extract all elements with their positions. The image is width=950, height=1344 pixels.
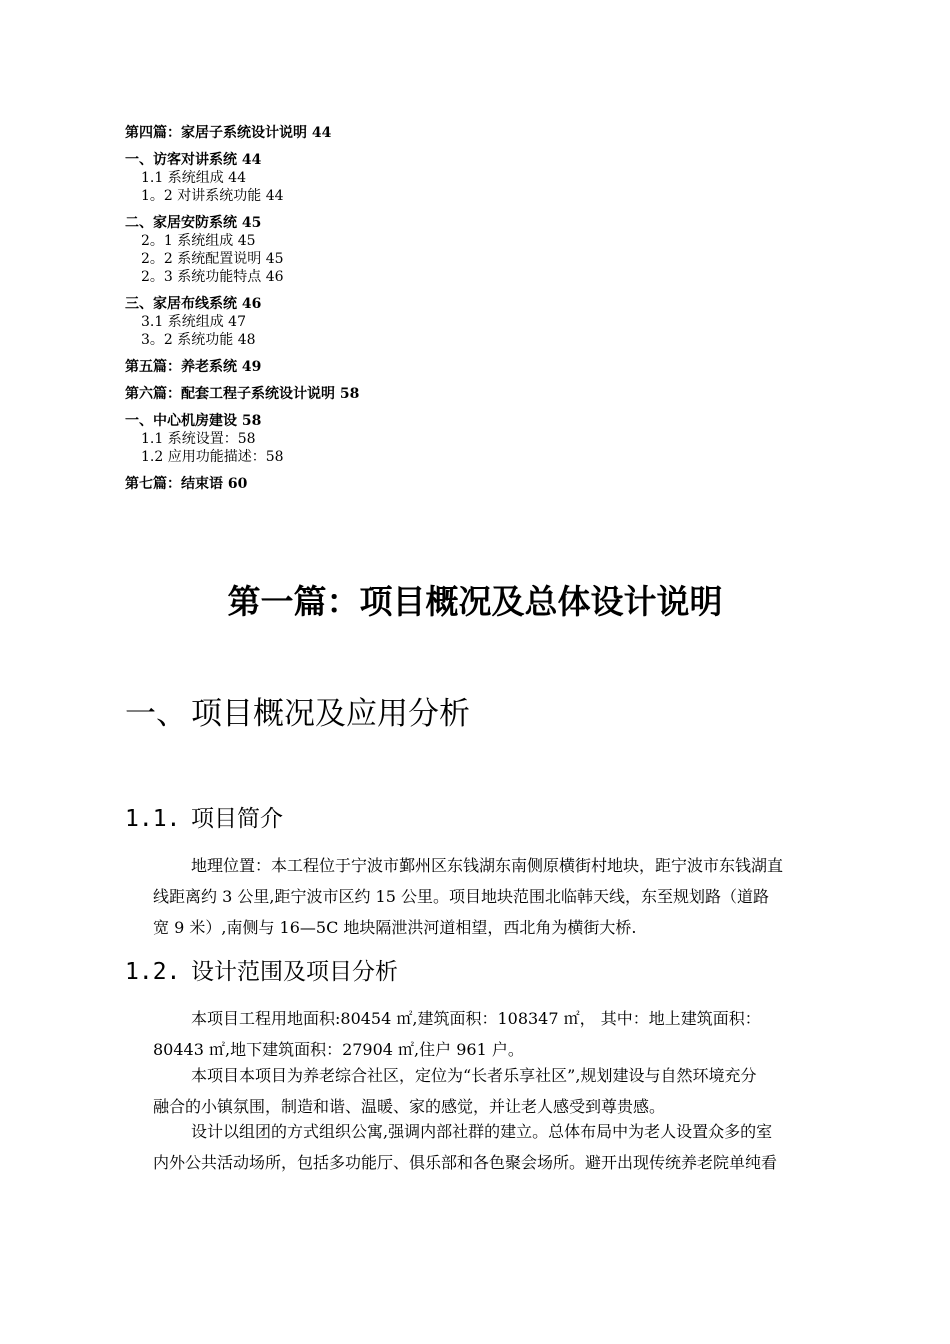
- paragraph-line: 地理位置：本工程位于宁波市鄞州区东钱湖东南侧原横街村地块，距宁波市东钱湖直: [191, 856, 784, 875]
- toc-entry[interactable]: 2。3 系统功能特点 46: [141, 269, 284, 285]
- paragraph-line: 80443 ㎡,地下建筑面积：27904 ㎡,住户 961 户。: [153, 1040, 524, 1059]
- toc-entry[interactable]: 1。2 对讲系统功能 44: [141, 188, 284, 204]
- toc-entry[interactable]: 1.2 应用功能描述：58: [141, 449, 284, 465]
- paragraph: [153, 1003, 813, 1065]
- toc-entry[interactable]: 1.1 系统设置：58: [141, 431, 256, 447]
- toc-entry[interactable]: 第四篇：家居子系统设计说明 44: [125, 125, 332, 141]
- toc-entry[interactable]: 二、家居安防系统 45: [125, 215, 262, 231]
- section-number: 1.2.: [125, 959, 181, 985]
- toc-entry[interactable]: 3.1 系统组成 47: [141, 314, 246, 330]
- paragraph-line: 线距离约 3 公里,距宁波市区约 15 公里。项目地块范围北临韩天线，东至规划路（道路: [153, 887, 769, 906]
- section-heading: [125, 957, 398, 987]
- paragraph: [153, 850, 813, 943]
- part-title: 第一篇：项目概况及总体设计说明: [227, 582, 723, 621]
- toc-entry[interactable]: 第六篇：配套工程子系统设计说明 58: [125, 386, 360, 402]
- chapter-title: 项目概况及应用分析: [191, 696, 470, 732]
- toc-entry[interactable]: 三、家居布线系统 46: [125, 296, 262, 312]
- toc-entry[interactable]: 第五篇：养老系统 49: [125, 359, 262, 375]
- chapter-number: 一、: [125, 696, 187, 732]
- toc-entry[interactable]: 2。2 系统配置说明 45: [141, 251, 284, 267]
- toc-entry[interactable]: 一、访客对讲系统 44: [125, 152, 262, 168]
- paragraph-line: 设计以组团的方式组织公寓,强调内部社群的建立。总体布局中为老人设置众多的室: [191, 1122, 773, 1141]
- section-title: 项目简介: [191, 806, 283, 832]
- paragraph-line: 内外公共活动场所，包括多功能厅、俱乐部和各色聚会场所。避开出现传统养老院单纯看: [153, 1153, 778, 1172]
- paragraph: [153, 1116, 813, 1178]
- table-of-contents: [125, 124, 825, 493]
- paragraph-line: 融合的小镇氛围，制造和谐、温暖、家的感觉，并让老人感受到尊贵感。: [153, 1097, 666, 1116]
- paragraph-line: 本项目工程用地面积:80454 ㎡,建筑面积：108347 ㎡， 其中：地上建筑面积：: [191, 1009, 761, 1028]
- toc-entry[interactable]: 一、中心机房建设 58: [125, 413, 262, 429]
- toc-entry[interactable]: 2。1 系统组成 45: [141, 233, 256, 249]
- toc-entry[interactable]: 1.1 系统组成 44: [141, 170, 246, 186]
- section-heading: [125, 804, 283, 834]
- chapter-heading: [125, 694, 470, 734]
- toc-entry[interactable]: 第七篇：结束语 60: [125, 476, 248, 492]
- paragraph: [153, 1060, 813, 1122]
- toc-entry[interactable]: 3。2 系统功能 48: [141, 332, 256, 348]
- paragraph-line: 本项目本项目为养老综合社区，定位为“长者乐享社区”,规划建设与自然环境充分: [191, 1066, 757, 1085]
- section-number: 1.1.: [125, 806, 181, 832]
- paragraph-line: 宽 9 米）,南侧与 16—5C 地块隔泄洪河道相望，西北角为横街大桥.: [153, 918, 637, 937]
- section-title: 设计范围及项目分析: [191, 959, 398, 985]
